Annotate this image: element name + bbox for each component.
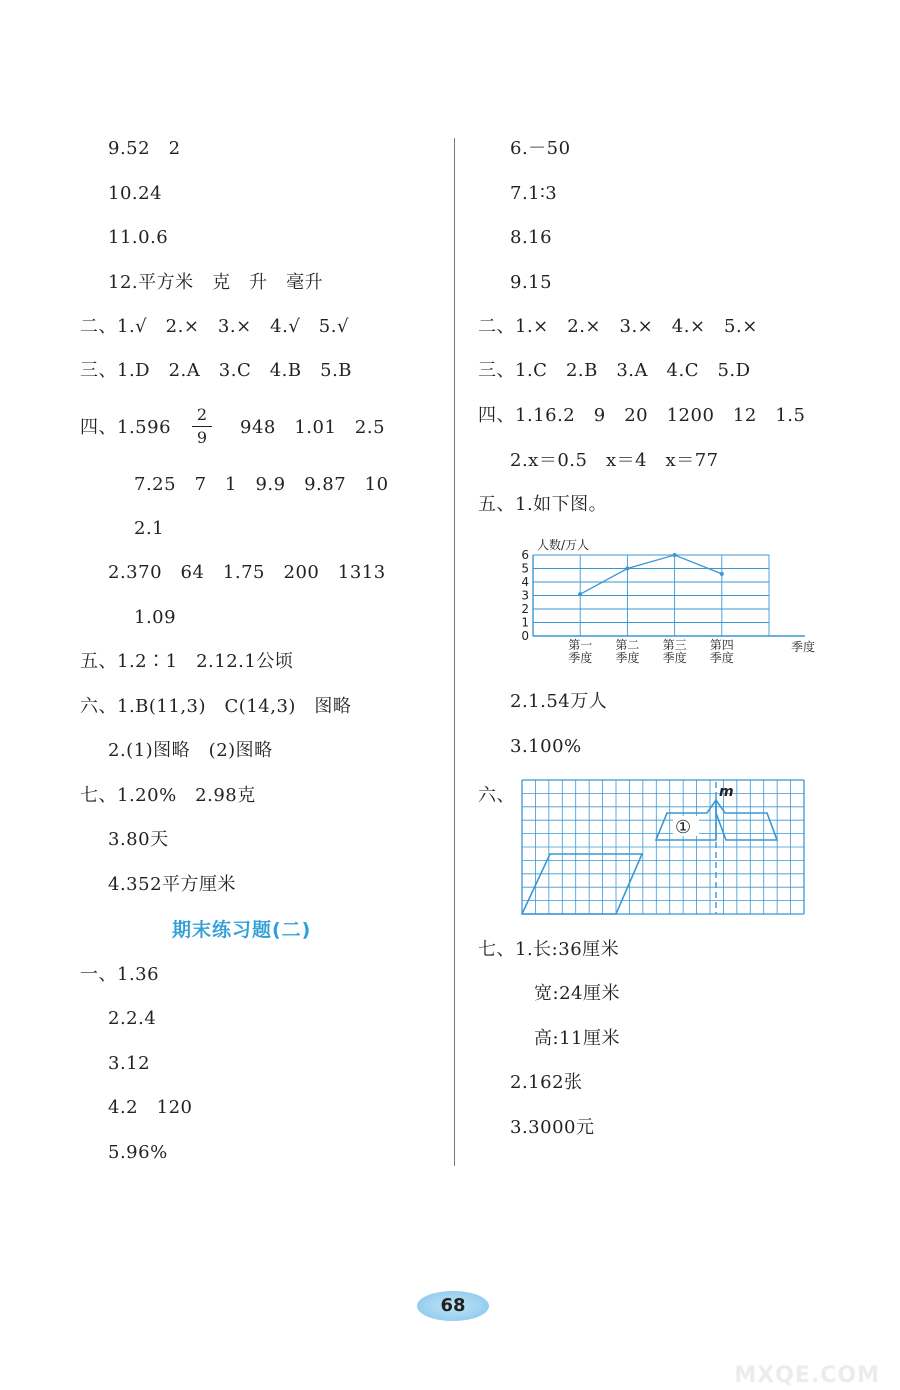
answer-line: 二、1.× 2.× 3.× 4.× 5.× [478,316,758,337]
watermark [722,1310,892,1390]
answer-line: 四、1.596 [80,417,172,438]
answer-line: 六、1.B(11,3) C(14,3) 图略 [80,696,352,717]
y-tick-label: 5 [521,561,529,576]
x-category-label: 第一 [568,638,593,652]
line-chart [505,532,825,672]
answer-line: 2.1 [134,518,165,539]
x-axis-label: 季度 [791,640,816,654]
answer-line: 9.15 [510,272,553,293]
answer-line: 7.25 7 1 9.9 9.87 10 [134,474,389,495]
y-tick-label: 6 [521,548,529,562]
answer-line: 3.100% [510,736,582,757]
x-category-label: 季度 [615,651,640,665]
fraction-numerator: 2 [196,405,208,424]
answer-line: 3.80天 [108,829,169,850]
answer-line: 七、1.长:36厘米 [478,939,620,960]
data-point [578,592,582,596]
answer-line: 4.352平方厘米 [108,874,237,895]
answer-line: 948 1.01 2.5 [240,417,386,438]
answer-line: 六、 [478,785,515,806]
y-tick-label: 3 [521,588,529,603]
fraction-denominator: 9 [196,428,208,447]
axis-m-label: m [719,784,734,800]
fraction [192,405,212,448]
answer-line: 四、1.16.2 9 20 1200 12 1.5 [478,405,806,426]
parallelogram [522,854,642,914]
x-category-label: 季度 [568,651,593,665]
y-tick-label: 4 [521,575,529,589]
answer-line: 3.12 [108,1053,151,1074]
grid-figure [505,774,815,922]
answer-line: 12.平方米 克 升 毫升 [108,272,324,293]
answer-line: 一、1.36 [80,964,160,985]
answer-line: 10.24 [108,183,163,204]
column-divider [454,138,455,1166]
answer-line: 3.3000元 [510,1117,595,1138]
data-point [720,572,724,576]
answer-line: 2.x＝0.5 x＝4 x＝77 [510,450,719,471]
answer-line: 4.2 120 [108,1097,193,1118]
answer-line: 2.2.4 [108,1008,157,1029]
answer-line: 五、1.2∶1 2.12.1公顷 [80,651,294,672]
data-point [673,553,677,557]
answer-line: 高:11厘米 [534,1028,620,1049]
answer-line: 11.0.6 [108,227,169,248]
y-tick-label: 0 [521,629,529,643]
section-heading: 期末练习题(二) [172,919,312,941]
answer-line: 三、1.D 2.A 3.C 4.B 5.B [80,360,353,381]
y-tick-label: 2 [521,602,529,616]
answer-line: 1.09 [134,607,177,628]
answer-line: 二、1.√ 2.× 3.× 4.√ 5.√ [80,316,349,337]
answer-line: 七、1.20% 2.98克 [80,785,256,806]
answer-line: 宽:24厘米 [534,983,620,1004]
x-category-label: 第三 [662,638,687,652]
watermark-text: MXQE.COM [734,1363,880,1388]
data-point [625,567,629,571]
answer-line: 7.1∶3 [510,183,558,204]
shape-label: ① [675,817,692,838]
x-category-label: 季度 [709,651,734,665]
fraction-bar [192,426,212,427]
x-category-label: 第四 [709,638,734,652]
answer-line: 6.－50 [510,138,571,159]
answer-line: 8.16 [510,227,553,248]
y-tick-label: 1 [521,615,529,630]
x-category-label: 第二 [615,638,640,652]
x-category-label: 季度 [662,651,687,665]
answer-line: 5.96% [108,1142,168,1163]
answer-line: 三、1.C 2.B 3.A 4.C 5.D [478,360,751,381]
page-number: 68 [417,1291,489,1321]
series-line [580,555,722,594]
answer-line: 2.370 64 1.75 200 1313 [108,562,386,583]
y-axis-label: 人数/万人 [537,538,590,552]
answer-line: 9.52 2 [108,138,181,159]
answer-line: 五、1.如下图。 [478,494,608,515]
answer-line: 2.162张 [510,1072,583,1093]
answer-line: 2.(1)图略 (2)图略 [108,740,273,761]
answer-line: 2.1.54万人 [510,691,608,712]
